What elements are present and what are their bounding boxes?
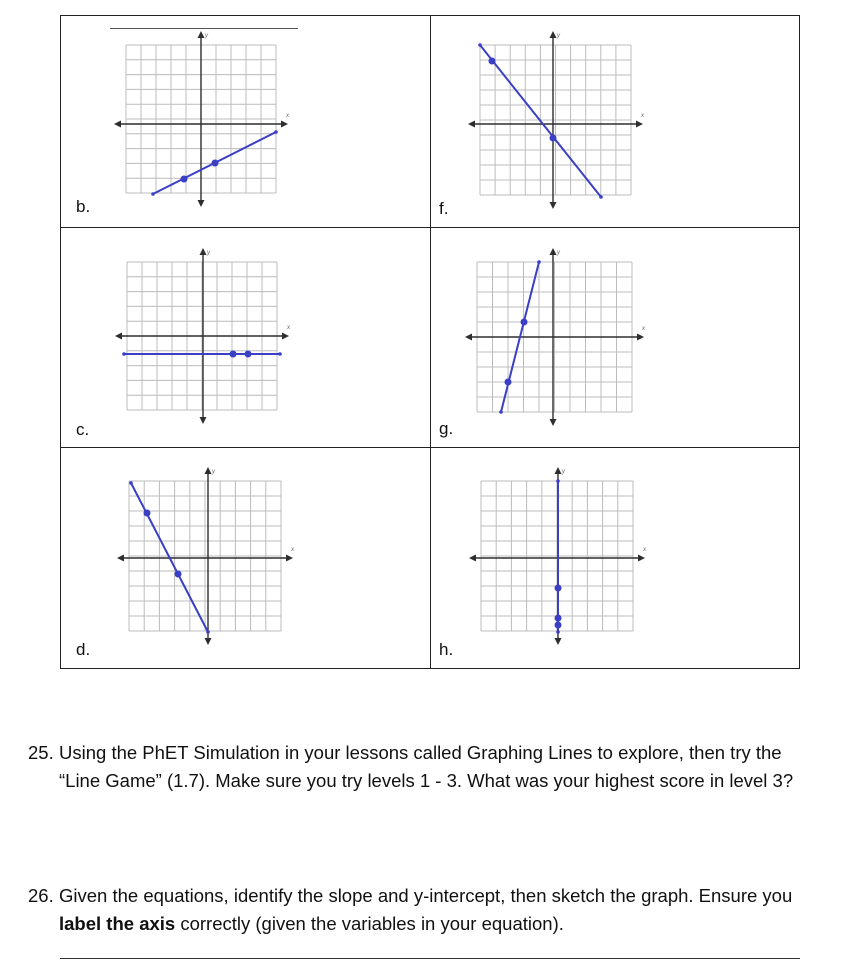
emphasis-label-the-axis: label the axis (59, 913, 176, 934)
graph-f (458, 30, 653, 215)
graph-d (109, 466, 299, 651)
question-text-part: correctly (given the variables in your equation). (175, 913, 564, 934)
y-axis-label: y (557, 250, 560, 256)
column-divider (430, 16, 431, 668)
y-axis-label: y (562, 469, 565, 475)
line-endpoint (274, 130, 278, 134)
y-axis-label: y (207, 250, 210, 256)
y-axis-arrow (550, 419, 557, 426)
x-axis-arrow (469, 555, 476, 562)
line-endpoint (122, 352, 126, 356)
x-axis-label: x (642, 326, 645, 332)
x-axis-arrow (282, 333, 289, 340)
line-endpoint (499, 410, 503, 414)
line-endpoint (278, 352, 282, 356)
x-axis-arrow (468, 121, 475, 128)
y-axis-arrow (555, 467, 562, 474)
y-axis-arrow (205, 467, 212, 474)
cell-label-g: g. (439, 419, 454, 438)
graph-h (458, 466, 653, 651)
question-number: 25. (28, 742, 54, 763)
x-axis-label: x (291, 547, 294, 553)
line-endpoint (599, 195, 603, 199)
x-axis-arrow (117, 555, 124, 562)
cell-label-c: c. (76, 420, 90, 439)
graph-b (109, 30, 299, 215)
y-axis-label: y (212, 469, 215, 475)
plotted-point (550, 135, 557, 142)
graph-g (458, 247, 653, 432)
y-axis-arrow (550, 202, 557, 209)
x-axis-arrow (286, 555, 293, 562)
x-axis-arrow (637, 334, 644, 341)
line-endpoint (206, 630, 210, 634)
plotted-point (555, 585, 562, 592)
line-endpoint (537, 260, 541, 264)
line-endpoint (129, 481, 133, 485)
y-axis-label: y (557, 33, 560, 39)
question-text (59, 882, 808, 938)
cell-label-h: h. (439, 640, 454, 659)
x-axis-label: x (641, 113, 644, 119)
plotted-point (175, 571, 182, 578)
plotted-point (181, 176, 188, 183)
x-axis-label: x (286, 113, 289, 119)
x-axis-arrow (281, 121, 288, 128)
y-axis-arrow (198, 200, 205, 207)
x-axis-label: x (287, 325, 290, 331)
plotted-point (555, 622, 562, 629)
y-axis-arrow (200, 248, 207, 255)
y-axis-label: y (205, 33, 208, 39)
graph-c (109, 247, 299, 432)
line-endpoint (556, 630, 560, 634)
question-26 (28, 882, 808, 938)
cell-label-b: b. (76, 197, 91, 216)
x-axis-arrow (465, 334, 472, 341)
y-axis-arrow (550, 248, 557, 255)
plotted-point (521, 319, 528, 326)
question-text-part: Given the equations, identify the slope and y-intercept, then sketch the graph. Ensure you (59, 885, 793, 906)
x-axis-arrow (636, 121, 643, 128)
y-axis-arrow (198, 31, 205, 38)
x-axis-arrow (638, 555, 645, 562)
question-25 (28, 739, 798, 795)
cell-label-d: d. (76, 640, 91, 659)
x-axis-arrow (114, 121, 121, 128)
line-endpoint (151, 192, 155, 196)
y-axis-arrow (550, 31, 557, 38)
plotted-point (230, 351, 237, 358)
plotted-point (489, 58, 496, 65)
y-axis-arrow (200, 417, 207, 424)
line-endpoint (556, 479, 560, 483)
line-endpoint (478, 43, 482, 47)
y-axis-arrow (555, 638, 562, 645)
plotted-point (555, 615, 562, 622)
plotted-point (245, 351, 252, 358)
plotted-point (212, 160, 219, 167)
answer-rule (110, 28, 298, 29)
y-axis-arrow (205, 638, 212, 645)
plotted-point (144, 510, 151, 517)
x-axis-arrow (115, 333, 122, 340)
plotted-point (505, 379, 512, 386)
question-text: Using the PhET Simulation in your lessons called Graphing Lines to explore, then try the “Line Game” (1.7). Make sure you try levels 1 - 3. What was your highest score in level 3? (59, 742, 794, 791)
cell-label-f: f. (439, 199, 449, 218)
question-number: 26. (28, 885, 54, 906)
answer-rule (60, 958, 800, 959)
x-axis-label: x (643, 547, 646, 553)
